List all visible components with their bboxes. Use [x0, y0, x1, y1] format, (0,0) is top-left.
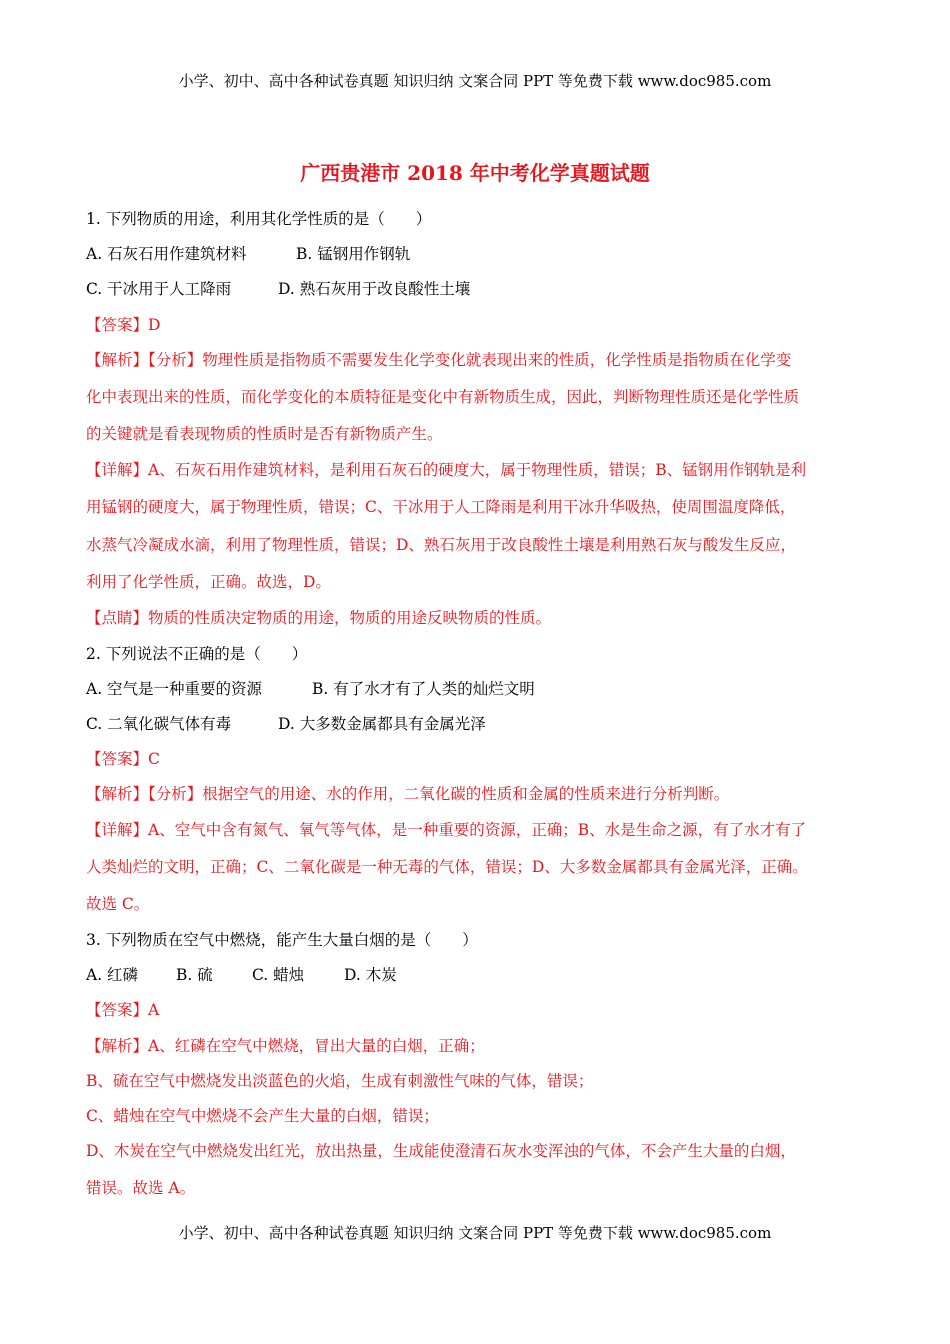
q3-option-d: D. 木炭: [344, 966, 397, 984]
q1-detail-line: 【详解】A、石灰石用作建筑材料，是利用石灰石的硬度大，属于物理性质，错误；B、锰钢用作钢轨是利: [86, 461, 807, 479]
page-footer: 小学、初中、高中各种试卷真题 知识归纳 文案合同 PPT 等免费下载 www.doc985.com: [178, 1224, 772, 1242]
q1-options-row-2: [86, 279, 470, 299]
q2-options-row-1: [86, 679, 535, 699]
q2-answer: 【答案】C: [86, 750, 160, 768]
q3-option-b: B. 硫: [176, 966, 213, 984]
q2-option-c: C. 二氧化碳气体有毒: [86, 715, 232, 733]
q1-detail-line: 水蒸气冷凝成水滴，利用了物理性质，错误；D、熟石灰用于改良酸性土壤是利用熟石灰与酸发生反应，: [86, 536, 796, 554]
q1-options-row-1: [86, 244, 410, 264]
q3-answer: 【答案】A: [86, 1001, 160, 1019]
q1-note: 【点睛】物质的性质决定物质的用途，物质的用途反映物质的性质。: [86, 609, 552, 627]
q1-detail-line: 用锰钢的硬度大，属于物理性质，错误；C、干冰用于人工降雨是利用干冰升华吸热，使周围温度降低，: [86, 498, 796, 516]
q1-detail-line: 利用了化学性质，正确。故选，D。: [86, 573, 331, 591]
q3-analysis-line: 错误。故选 A。: [86, 1179, 196, 1197]
q2-detail-line: 【详解】A、空气中含有氮气、氧气等气体，是一种重要的资源，正确；B、水是生命之源，有了水才有了: [86, 821, 807, 839]
q1-answer: 【答案】D: [86, 316, 161, 334]
q2-option-d: D. 大多数金属都具有金属光泽: [278, 715, 486, 733]
q1-option-c: C. 干冰用于人工降雨: [86, 280, 232, 298]
q2-analysis: 【解析】【分析】根据空气的用途、水的作用，二氧化碳的性质和金属的性质来进行分析判断。: [86, 785, 730, 803]
q3-stem: 3. 下列物质在空气中燃烧，能产生大量白烟的是（ ）: [86, 931, 478, 949]
q2-options-row-2: [86, 714, 486, 734]
q1-stem: 1. 下列物质的用途，利用其化学性质的是（ ）: [86, 210, 432, 228]
q1-option-b: B. 锰钢用作钢轨: [296, 245, 411, 263]
q3-analysis-line: C、蜡烛在空气中燃烧不会产生大量的白烟，错误；: [86, 1107, 439, 1125]
q2-detail-line: 人类灿烂的文明，正确；C、二氧化碳是一种无毒的气体，错误；D、大多数金属都具有金属光泽，正确。: [86, 858, 808, 876]
q1-analysis-line: 【解析】【分析】物理性质是指物质不需要发生化学变化就表现出来的性质，化学性质是指物质在化学变: [86, 351, 792, 369]
q2-stem: 2. 下列说法不正确的是（ ）: [86, 645, 308, 663]
q2-detail-line: 故选 C。: [86, 895, 150, 913]
q2-option-a: A. 空气是一种重要的资源: [86, 680, 263, 698]
q3-option-c: C. 蜡烛: [252, 966, 305, 984]
q1-analysis-line: 化中表现出来的性质，而化学变化的本质特征是变化中有新物质生成，因此，判断物理性质还是化学性质: [86, 388, 800, 406]
q3-analysis-line: 【解析】A、红磷在空气中燃烧，冒出大量的白烟，正确；: [86, 1037, 485, 1055]
q1-analysis-line: 的关键就是看表现物质的性质时是否有新物质产生。: [86, 425, 443, 443]
q3-option-a: A. 红磷: [86, 966, 139, 984]
q2-option-b: B. 有了水才有了人类的灿烂文明: [312, 680, 535, 698]
q1-option-d: D. 熟石灰用于改良酸性土壤: [278, 280, 471, 298]
q1-option-a: A. 石灰石用作建筑材料: [86, 245, 247, 263]
page-header: 小学、初中、高中各种试卷真题 知识归纳 文案合同 PPT 等免费下载 www.doc985.com: [178, 72, 772, 90]
page-title: 广西贵港市 2018 年中考化学真题试题: [300, 161, 650, 185]
q3-options-row: [86, 965, 397, 985]
q3-analysis-line: D、木炭在空气中燃烧发出红光，放出热量，生成能使澄清石灰水变浑浊的气体，不会产生大量的白烟，: [86, 1142, 796, 1160]
q3-analysis-line: B、硫在空气中燃烧发出淡蓝色的火焰，生成有刺激性气味的气体，错误；: [86, 1072, 594, 1090]
